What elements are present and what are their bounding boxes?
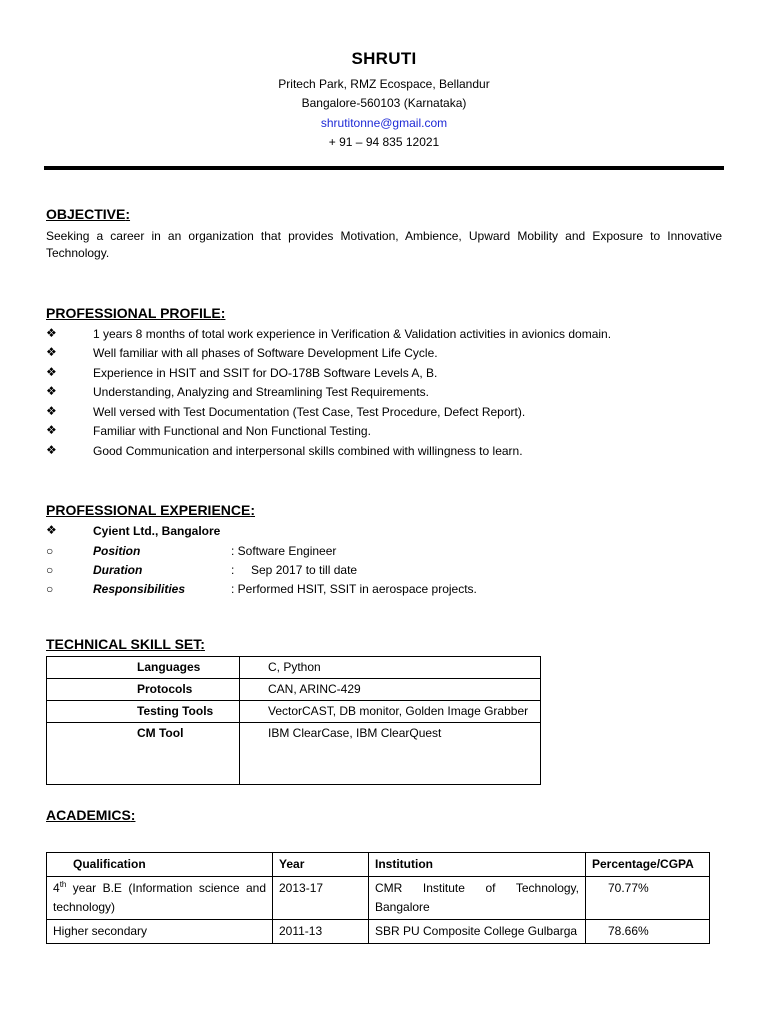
score-cell: 70.77% <box>586 877 710 920</box>
diamond-bullet-icon: ❖ <box>46 384 57 398</box>
year-cell: 2011-13 <box>273 920 369 944</box>
header-divider <box>44 166 724 170</box>
list-item: ❖ Good Communication and interpersonal skills combined with willingness to learn. <box>46 443 523 458</box>
experience-row: ○ Responsibilities : Performed HSIT, SSIT in aerospace projects. <box>46 582 477 596</box>
objective-heading: OBJECTIVE: <box>46 206 131 222</box>
company-row <box>46 524 726 540</box>
score-cell: 78.66% <box>586 920 710 944</box>
institution-cell: CMR Institute of Technology, Bangalore <box>369 877 586 920</box>
diamond-bullet-icon: ❖ <box>46 326 57 340</box>
experience-row: ○ Duration : Sep 2017 to till date <box>46 563 358 577</box>
qualification-cell: 4th year B.E (Information science and technology) <box>47 877 273 920</box>
column-header: Institution <box>369 853 586 877</box>
skill-value: CAN, ARINC-429 <box>240 679 541 701</box>
table-row <box>47 723 541 785</box>
column-header: Qualification <box>47 853 273 877</box>
list-item: ❖ Experience in HSIT and SSIT for DO-178B Software Levels A, B. <box>46 365 438 380</box>
skill-value: IBM ClearCase, IBM ClearQuest <box>240 723 541 785</box>
diamond-bullet-icon: ❖ <box>46 345 57 359</box>
list-item: ❖ Well familiar with all phases of Software Development Life Cycle. <box>46 345 438 360</box>
skill-key: Testing Tools <box>47 701 240 723</box>
diamond-bullet-icon: ❖ <box>46 443 57 457</box>
candidate-name: SHRUTI <box>351 49 417 68</box>
table-row <box>47 877 710 920</box>
skill-key: CM Tool <box>47 723 240 785</box>
list-item: ❖ Familiar with Functional and Non Functional Testing. <box>46 423 371 438</box>
diamond-bullet-icon: ❖ <box>46 365 57 379</box>
skill-key: Protocols <box>47 679 240 701</box>
skill-key: Languages <box>47 657 240 679</box>
academics-heading: ACADEMICS: <box>46 807 136 823</box>
circle-bullet-icon: ○ <box>46 582 54 596</box>
list-item: ❖ Understanding, Analyzing and Streamlining Test Requirements. <box>46 384 429 399</box>
company-name: Cyient Ltd., Bangalore <box>93 524 221 538</box>
qualification-cell: Higher secondary <box>47 920 273 944</box>
phone-number: + 91 – 94 835 12021 <box>328 135 440 149</box>
table-row <box>47 657 541 679</box>
skills-table <box>46 656 541 785</box>
experience-row: ○ Position : Software Engineer <box>46 544 337 558</box>
skills-heading: TECHNICAL SKILL SET: <box>46 636 205 652</box>
academics-table <box>46 852 710 944</box>
skill-value: VectorCAST, DB monitor, Golden Image Grabber <box>240 701 541 723</box>
address-line-1: Pritech Park, RMZ Ecospace, Bellandur <box>278 77 490 91</box>
column-header: Year <box>273 853 369 877</box>
list-item: ❖ Well versed with Test Documentation (Test Case, Test Procedure, Defect Report). <box>46 404 526 419</box>
table-row <box>47 679 541 701</box>
table-row <box>47 920 710 944</box>
experience-heading: PROFESSIONAL EXPERIENCE: <box>46 502 256 518</box>
skill-value: C, Python <box>240 657 541 679</box>
diamond-bullet-icon: ❖ <box>46 404 57 418</box>
diamond-bullet-icon: ❖ <box>46 523 57 537</box>
list-item: ❖ 1 years 8 months of total work experience in Verification & Validation activities in avionics domain. <box>46 326 612 341</box>
circle-bullet-icon: ○ <box>46 563 54 577</box>
profile-heading: PROFESSIONAL PROFILE: <box>46 305 226 321</box>
table-row <box>47 701 541 723</box>
circle-bullet-icon: ○ <box>46 544 54 558</box>
address-line-2: Bangalore-560103 (Karnataka) <box>301 96 467 110</box>
year-cell: 2013-17 <box>273 877 369 920</box>
column-header: Percentage/CGPA <box>586 853 710 877</box>
objective-text: Seeking a career in an organization that provides Motivation, Ambience, Upward Mobility and Exposure to Innovative Technology. <box>46 229 722 260</box>
institution-cell: SBR PU Composite College Gulbarga <box>369 920 586 944</box>
table-header-row <box>47 853 710 877</box>
diamond-bullet-icon: ❖ <box>46 423 57 437</box>
email-link[interactable]: shrutitonne@gmail.com <box>320 116 448 130</box>
